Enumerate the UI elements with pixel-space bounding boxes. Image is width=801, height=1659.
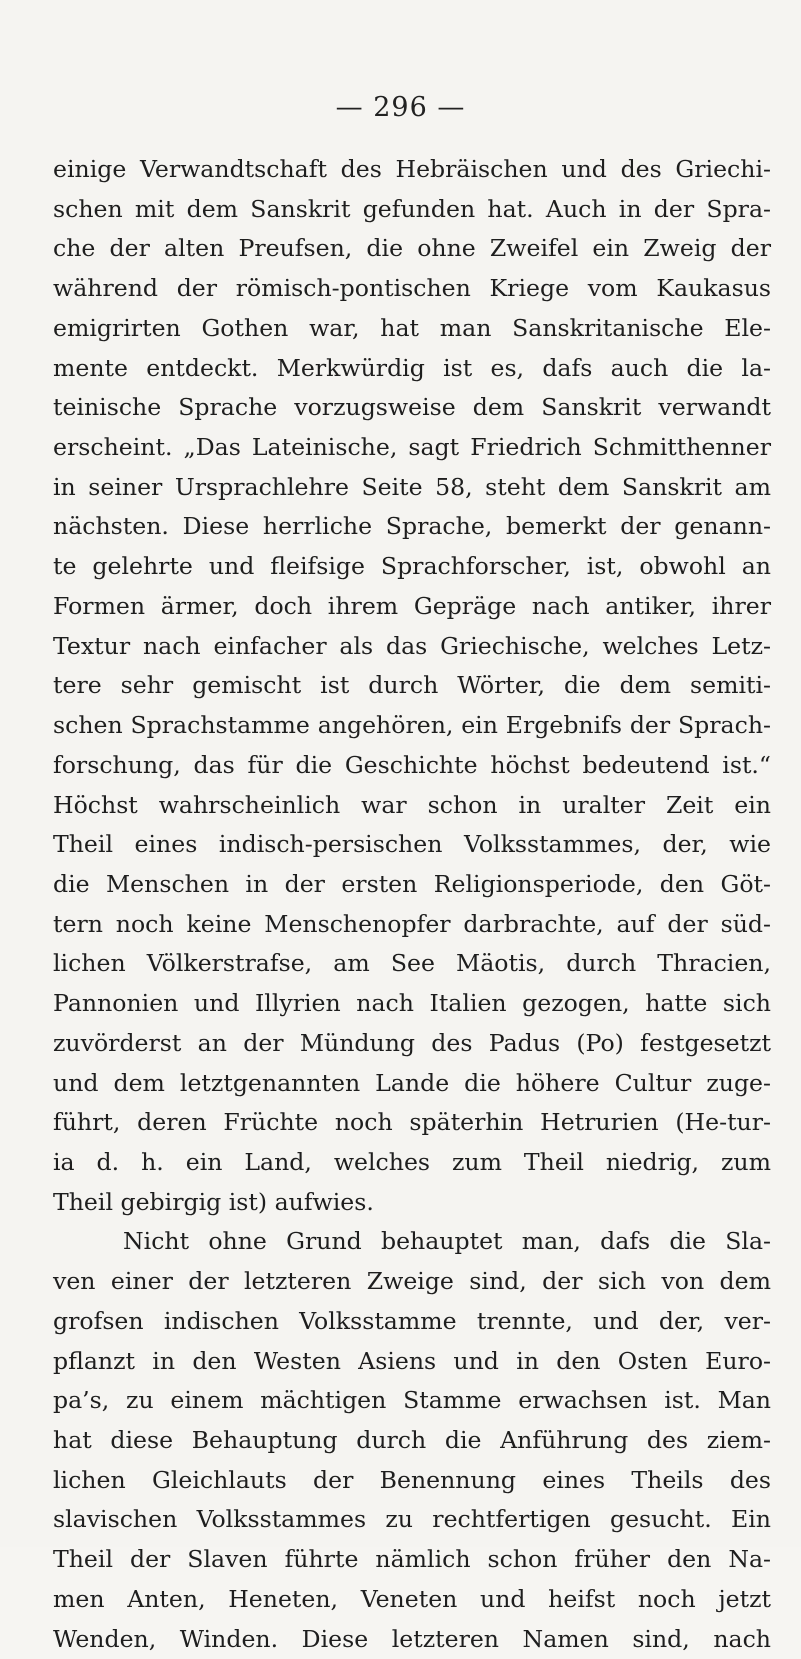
text-line: grofsen indischen Volksstamme trennte, und der, ver-: [53, 1306, 771, 1335]
text-line: während der römisch-pontischen Kriege vom Kaukasus: [53, 274, 771, 303]
text-line: zuvörderst an der Mündung des Padus (Po) festgesetzt: [53, 1028, 771, 1057]
text-line: hat diese Behauptung durch die Anführung des ziem-: [53, 1426, 771, 1454]
text-line: men Anten, Heneten, Veneten und heifst noch jetzt: [53, 1584, 771, 1613]
text-line: führt, deren Früchte noch späterhin Hetrurien (He-tur-: [53, 1108, 771, 1137]
text-line: die Menschen in der ersten Religionsperiode, den Göt-: [53, 869, 771, 898]
text-line: tern noch keine Menschenopfer darbrachte, auf der süd-: [53, 909, 771, 938]
text-line: tere sehr gemischt ist durch Wörter, die dem semiti-: [53, 671, 771, 700]
text-line: emigrirten Gothen war, hat man Sanskritanische Ele-: [53, 313, 771, 342]
text-line: Formen ärmer, doch ihrem Gepräge nach antiker, ihrer: [53, 591, 771, 620]
text-line: mente entdeckt. Merkwürdig ist es, dafs auch die la-: [53, 353, 771, 382]
text-line: schen mit dem Sanskrit gefunden hat. Auch in der Spra-: [53, 194, 771, 223]
text-line: schen Sprachstamme angehören, ein Ergebnifs der Sprach-: [53, 711, 771, 740]
text-line: Höchst wahrscheinlich war schon in uralter Zeit ein: [53, 790, 771, 819]
text-line: Theil der Slaven führte nämlich schon früher den Na-: [53, 1545, 771, 1574]
text-line: nächsten. Diese herrliche Sprache, bemerkt der genann-: [53, 512, 771, 541]
text-line: ven einer der letzteren Zweige sind, der sich von dem: [53, 1267, 771, 1296]
text-line: slavischen Volksstammes zu rechtfertigen gesucht. Ein: [53, 1505, 771, 1534]
text-line: pa’s, zu einem mächtigen Stamme erwachsen ist. Man: [53, 1386, 771, 1415]
text-line: forschung, das für die Geschichte höchst bedeutend ist.“: [53, 750, 771, 779]
text-line: Theil eines indisch-persischen Volksstammes, der, wie: [53, 830, 771, 859]
text-line: Wenden, Winden. Diese letzteren Namen sind, nach: [53, 1624, 771, 1653]
text-line: ia d. h. ein Land, welches zum Theil niedrig, zum: [53, 1147, 771, 1176]
text-line: pflanzt in den Westen Asiens und in den Osten Euro-: [53, 1346, 771, 1375]
page-number: — 296 —: [335, 92, 466, 123]
text-line: und dem letztgenannten Lande die höhere Cultur zuge-: [53, 1068, 771, 1097]
body-text: [53, 150, 771, 1659]
text-line: te gelehrte und fleifsige Sprachforscher, ist, obwohl an: [53, 552, 771, 581]
text-line: lichen Völkerstrafse, am See Mäotis, durch Thracien,: [53, 949, 771, 978]
text-line: teinische Sprache vorzugsweise dem Sanskrit verwandt: [53, 393, 771, 422]
text-line: einige Verwandtschaft des Hebräischen und des Griechi-: [53, 155, 771, 183]
text-line: Pannonien und Illyrien nach Italien gezogen, hatte sich: [53, 989, 771, 1018]
paragraph-end-line: Theil gebirgig ist) aufwies.: [53, 1187, 374, 1216]
text-line: in seiner Ursprachlehre Seite 58, steht dem Sanskrit am: [53, 472, 771, 501]
paragraph-start-line: Nicht ohne Grund behauptet man, dafs die Sla-: [123, 1227, 771, 1256]
text-line: erscheint. „Das Lateinische, sagt Friedrich Schmitthenner: [53, 433, 771, 462]
text-line: lichen Gleichlauts der Benennung eines Theils des: [53, 1465, 771, 1494]
text-line: che der alten Preufsen, die ohne Zweifel ein Zweig der: [53, 234, 771, 263]
text-line: Textur nach einfacher als das Griechische, welches Letz-: [53, 631, 771, 660]
